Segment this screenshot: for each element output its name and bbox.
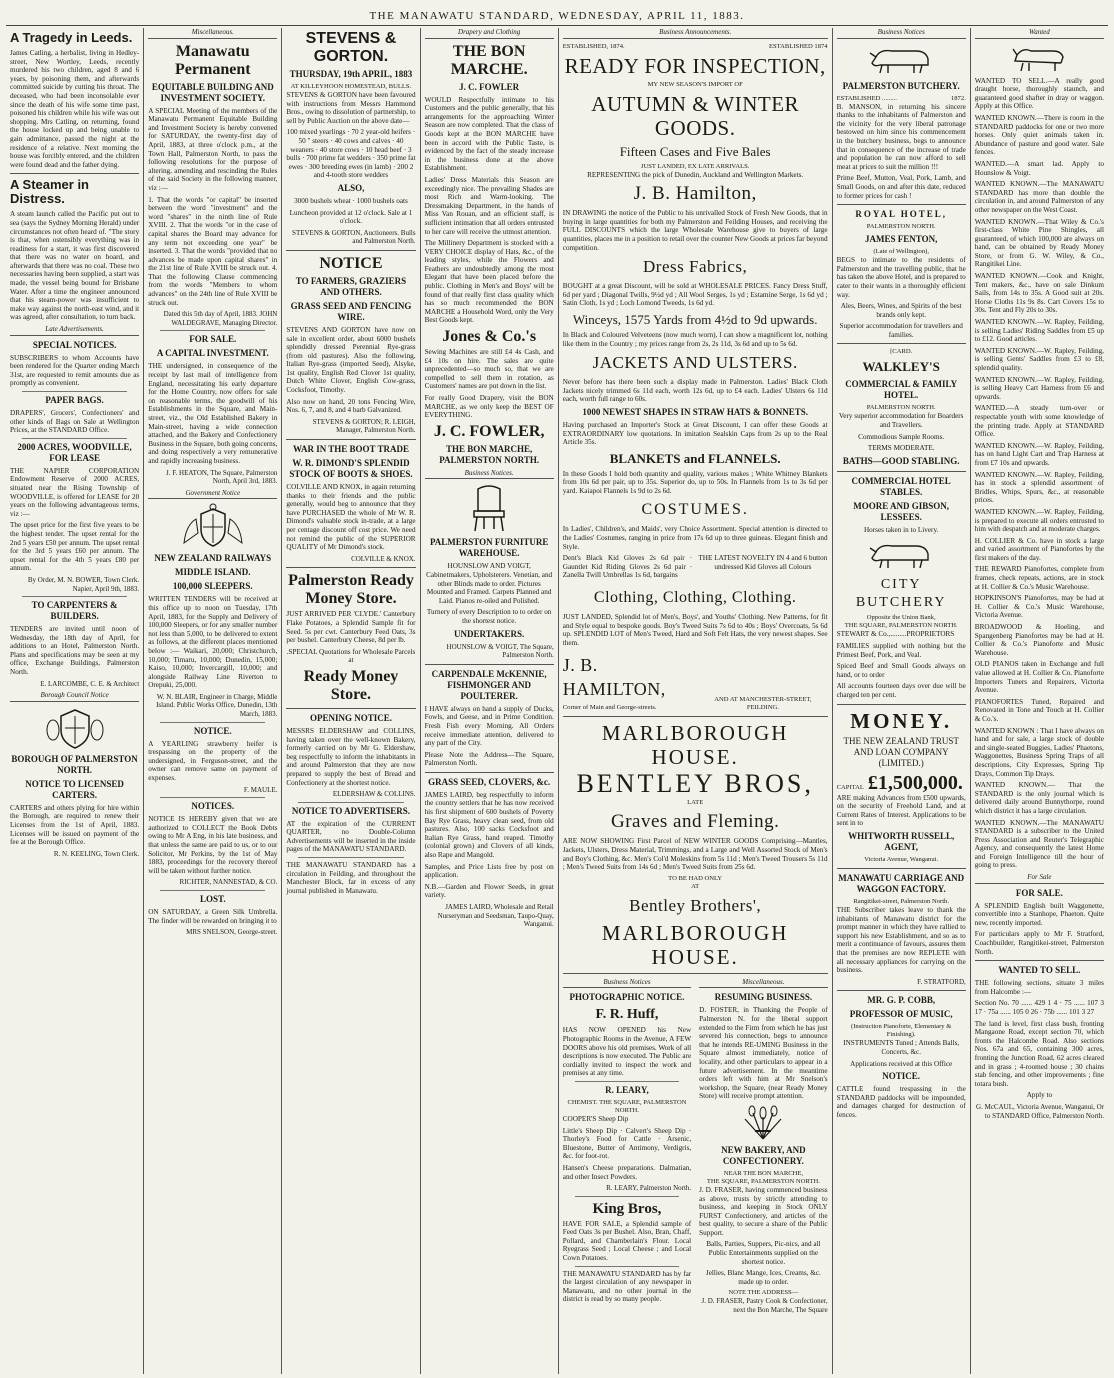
- butchery-title: PALMERSTON BUTCHERY.: [842, 80, 960, 91]
- grass-seed-title: GRASS SEED, CLOVERS, &c.: [428, 776, 551, 787]
- manawatu-text: A SPECIAL Meeting of the members of the Manawatu Permanent Equitable Building and Investment Society is hereby convened for SATURDAY, the twenty-first day of April, 1883, at three o'clock p.m., at the Town Hall, Palmerston North, to pass the following resolutions for the purpose of altering, amending and rescinding the Rules of the said Society in the following manner, viz :—: [148, 106, 278, 192]
- manawatu-title: Manawatu Permanent: [175, 42, 251, 78]
- bentley-title: BENTLEY BROS,: [576, 769, 814, 799]
- stevens-signature: STEVENS & GORTON, Auctioneers. Bulls and Palmerston North.: [292, 228, 416, 246]
- for-sale-title: FOR SALE.: [189, 334, 237, 345]
- for-sale-text: A SPLENDID English built Waggonette, convertible into a Stanhope, Phaeton. Quite new, recently imported.: [974, 901, 1104, 927]
- stevens-title: STEVENS & GORTON.: [305, 30, 397, 65]
- stock-list: 100 mixed yearlings · 70 2 year-old heifers · 50 " steers · 40 cows and calves · 40 weaners · 40 store cows · 10 head beef · 3 bulls · 700 prime fat wedders · 350 prime fat ewes · 300 breeding ewes (in lamb) · 200 2 and 4-tooth store wedders: [286, 128, 416, 180]
- paper-bags-title: PAPER BAGS.: [45, 395, 104, 405]
- cases-title: Fifteen Cases and Five Bales: [619, 143, 771, 159]
- wanted-2: WANTED KNOWN.—There is room in the STANDARD paddocks for one or two more horses. Only quiet animals taken in. Abundance of pasture and good water. Sale fences.: [974, 113, 1104, 157]
- borough-signature: R. N. KEELING, Town Clerk.: [53, 849, 140, 858]
- article-tragedy: James Catling, a herbalist, living in Hedley-street, New Wortley, Leeds, recently murdered his two children, aged 8 and 6 years, by poisoning them, and afterwards committed suicide by cutting his throat. The deceased, who had been inconsolable ever since the death of his wife some time past, poisoned his children while his wife was out shopping. Mrs Catling, on returning, found the house locked up and being unable to gain admittance, passed the night at the residence of a relative. Next morning the house was forcibly entered, and the children were found dead and the father dying.: [10, 49, 140, 169]
- walkleys-title: WALKLEY'S: [862, 359, 940, 375]
- bull-icon-2: [866, 538, 936, 572]
- bon-text-2: Ladies' Dress Materials this Season are exceedingly nice. The prevailing Shades are most Rich and Warm-looking. The Dressmaking Department, in the hands of Miss Van Rouan, and an efficient staff, is sufficient intimation that all orders entrusted to her care will receive the utmost attention.: [424, 175, 554, 236]
- column-2: [144, 28, 282, 1374]
- wanted-6: WANTED KNOWN.—Cook and Knight, Tent makers, &c., have on sale Dinkum Sails, from 14s to 35s. A Good suit at 20s. Horse Cloths 11s 9s 8s. Cart Covers 15s to 30s. Tent and Fly 20s to 30s.: [974, 272, 1104, 315]
- cheese-text: Hansen's Cheese preparations. Dalmatian, and other Insect Powders.: [562, 1163, 692, 1181]
- foster-text: D. FOSTER, in Thanking the People of Palmerston N. for the liberal support extended to the Firm from which he has just severed his connection, begs to announce that he intends RE-UMING Business in the Square almost immediately, notice of locality, and other particulars to appear in a future advertisement. In the meantime orders left with him at Mr Snelson's workshop, the Square, (near Ready Money Store) will receive prompt attention.: [699, 1006, 828, 1101]
- paper-bags-text: DRAPERS', Grocers', Confectioners' and other kinds of Bags on Sale at Wellington Prices, at the STANDARD Office.: [10, 409, 140, 435]
- undertakers-title: UNDERTAKERS.: [454, 628, 525, 639]
- borough-crest-icon: [45, 706, 105, 750]
- clothing-text: JUST LANDED, Splendid lot of Men's, Boys', and Youths' Clothing. New Patterns, for fit and Style equal to bespoke goods. Boy's Tweed Suits 7s 6d to 40s ; Boys' Overcoats, 5s 6d up. SPLENDID LOT of Men's Tweed, Hard and Soft Felt Hats, the very newest shapes. See them.: [562, 613, 828, 647]
- spiced-text: Spiced Beef and Small Goods always on hand, or to order: [836, 662, 966, 679]
- fortnight-text: All accounts fourteen days over due will be charged ten per cent.: [836, 682, 966, 699]
- nzr-sub: MIDDLE ISLAND.: [175, 567, 251, 578]
- huff-text: HAS NOW OPENED his New Photographic Rooms in the Avenue, A FEW DOORS above his old premises. Work of all descriptions is now executed. The Public are cordially invited to inspect the work and premises at any time.: [562, 1026, 692, 1078]
- butchery-year: 1872.: [950, 94, 966, 102]
- wanted-20: WANTED KNOWN : That I have always on hand and for sale, a large stock of double and single-seated Buggies, Ladies' Phaetons, Waggonettes, Business Spring Traps of all descriptions, City Expresses, Spring Tip Drays, Common Tip Drays.: [974, 726, 1104, 778]
- carpendale-note: Please Note the Address—The Square, Palmerston North.: [424, 750, 554, 768]
- jones-text: Sewing Machines are still £4 4s Cash, and £4 10s on hire. The sales are quite unprecedented—so much so, that we are compelled to sell them in rotation, as Customers' names are put down in the list.: [424, 348, 554, 391]
- section-wanted: Wanted: [975, 28, 1104, 39]
- wanted-19: PIANOFORTES Tuned, Repaired and Renovated in Tone and Touch at H. Collier & Co.'s.: [974, 697, 1104, 723]
- nzr-signature: W. N. BLAIR, Engineer in Charge, Middle Island. Public Works Office, Dunedin, 13th March, 1883.: [156, 692, 278, 719]
- notice-sub: TO FARMERS, GRAZIERS AND OTHERS.: [295, 275, 407, 297]
- carriage-text: THE Subscriber takes leave to thank the inhabitants of Manawatu district for the prompt manner in which they have rallied to support his new Establishment, and so as to merit a continuance of favours, assures them that the premises are now REPLETE with all necessary appliances for carrying on the business.: [836, 905, 966, 975]
- wanted-15: THE REWARD Pianofortes, complete from frames, check repeats, actions, are in stock at H. Collier & Co.'s Music Warehouse.: [974, 565, 1104, 591]
- also-text: 3000 bushels wheat · 1000 bushels oats: [294, 196, 408, 205]
- boot-signature: COLVILLE & KNOX.: [351, 554, 416, 563]
- headline-tragedy: A Tragedy in Leeds.: [10, 30, 133, 45]
- special-notices-title: SPECIAL NOTICES.: [32, 339, 117, 350]
- opening-title: OPENING NOTICE.: [309, 712, 392, 723]
- fenton-sub: (Late of Wellington),: [873, 248, 929, 256]
- capital-investment-title: A CAPITAL INVESTMENT.: [156, 348, 269, 359]
- wanted-17: BROADWOOD & Hoeling, and Spangenberg Pianofortes may be had at H. Collier & Co.'s Pianoforte and Music Warehouse.: [974, 623, 1104, 657]
- bon-footer: THE BON MARCHE, PALMERSTON NORTH.: [439, 443, 540, 465]
- wanted-21: WANTED KNOWN.— That the STANDARD is the only journal which is delivered daily around Bunnythorpe, round which district it has a large circulation.: [974, 781, 1104, 815]
- woodville-signature: By Order, M. N. BOWER, Town Clerk. Napier, April 9th, 1883.: [27, 575, 140, 593]
- leary-signature: R. LEARY, Palmerston North.: [606, 1184, 692, 1193]
- winceys-title: Winceys, 1575 Yards from 4½d to 9d upwards.: [572, 311, 818, 327]
- fraser-text: J. D. FRASER, having commenced business as above, trusts by strictly attending to business, and keeping in Stock ONLY FURST Confectionery, and articles of the best quality, to secure a share of the Public Support.: [699, 1185, 828, 1237]
- russell-name: WHITWORTH RUSSELL, AGENT,: [848, 830, 955, 852]
- shapes-title: 1000 NEWEST SHAPES IN STRAW HATS & BONNETS.: [582, 406, 808, 417]
- jackets-text: Never before has there been such a display made in Palmerston. Ladies' Black Cloth Jackets nicely trimmed 6s 11d each, worth 12s 6d, up to £4 each. Ladies' Ulsters 6s 11d each, worth full range to 60s.: [562, 378, 828, 404]
- capital-label: CAPITAL: [836, 783, 864, 791]
- section-business-notices: Business Notices.: [425, 469, 554, 480]
- wanted-3: WANTED.—A smart lad. Apply to Hounslow & Voigt.: [974, 159, 1104, 177]
- for-sale-apply: For particulars apply to Mr F. Stratford, Coachbuilder, Rangitikei-street, Palmerston North.: [974, 930, 1104, 956]
- section-misc-2: Miscellaneous.: [699, 978, 827, 989]
- hamilton-footer: J. B. HAMILTON,: [562, 655, 666, 700]
- jones-title: Jones & Co.'s: [442, 328, 537, 346]
- marlborough-footer: MARLBOROUGH HOUSE.: [601, 920, 789, 969]
- manson-text: B. MANSON, in returning his sincere thanks to the inhabitants of Palmerston and the vicinity for the very liberal patronage bestowed on him since his commencement in the butchery business, begs to announce that in consequence of the increase of trade and population he can now afford to sell meat at prices to suit the million !!!: [836, 102, 966, 171]
- fowler-big: J. C. FOWLER,: [433, 422, 545, 440]
- column-7: [699, 978, 827, 1318]
- stewart-line: STEWART & Co.,.........PROPRIETORS: [836, 630, 955, 639]
- heifer-text: A YEARLING strawberry heifer is trespassing on the property of the undersigned, in Ferguson-street, and the owner can remove same on payment of expenses.: [148, 739, 278, 783]
- trust-title: THE NEW ZEALAND TRUST AND LOAN CO'MPANY (LIMITED.): [843, 735, 959, 768]
- jackets-title: JACKETS AND ULSTERS.: [592, 353, 798, 373]
- wanted-12: WANTED KNOWN.—W. Rapley, Feilding, has in stock a splendid assortment of Bridles, Whips, Spurs, &c., at reasonable prices.: [974, 470, 1104, 505]
- hv-text: HOUNSLOW AND VOIGT, Cabinetmakers, Upholsterers. Venetian, and other Blinds made to order. Pictures Mounted and Framed. Carpets Planned and Laid. Pianos re-oiled and Polished.: [426, 562, 553, 605]
- hv-signature: HOUNSLOW & VOIGT, The Square, Palmerston North.: [446, 642, 554, 660]
- carriage-location: Rangitikei-street, Palmerston North.: [853, 897, 949, 905]
- sections-table: Section No. 70 ...... 429 1 4 · 75 ...... 107 3 17 · 75a ...... 105 0 26 · 75b ...... 101 3 27: [974, 999, 1104, 1016]
- walkleys-location: PALMERSTON NORTH.: [866, 404, 936, 412]
- laird-note-2: N.B.—Garden and Flower Seeds, in great variety.: [424, 882, 554, 900]
- bon-text: WOULD Respectfully intimate to his Customers and the public generally, that his arrangements for the approaching Winter Season are now completed. That the class of Goods kept at the BON MARCHE have been in accord with the Public Taste, is evidenced by the fact of the steady increase in the business done at the above Establishment.: [424, 95, 554, 173]
- city-location: THE SQUARE, PALMERSTON NORTH.: [844, 622, 958, 630]
- capital-investment-text: THE undersigned, in consequence of the receipt by last mail of intelligence from England, necessitating his early departure for the Home Country, now offers for sale on reasonable terms, the goodwill of his Establishments in the Square, and Main-street, viz., the Old Established Bakery in Main-street, having a wide connection attached, and the Bakery and Confectionery Business in the Square, both going concerns, and doing respectively a very remunerative and rapidly increasing business.: [148, 362, 278, 465]
- column-6: [563, 978, 691, 1318]
- column-9: [971, 28, 1108, 1374]
- furniture-chair-icon: [464, 483, 514, 533]
- balls-text: Balls, Parties, Suppers, Pic-nics, and all Public Entertainments supplied on the shortest notice.: [706, 1240, 821, 1266]
- section-miscellaneous: Miscellaneous.: [148, 28, 277, 39]
- columns: [6, 28, 1108, 1374]
- boot-title: W. R. DIMOND'S SPLENDID STOCK OF BOOTS & SHOES.: [289, 458, 413, 480]
- nzr-text: WRITTEN TENDERS will be received at this office up to noon on Tuesday, 17th April, 1883, for the Supply and Delivery of 100,000 Sleepers, or for any smaller number not less than 5,000, to be delivered to extent as follows, at the different places mentioned below :— Waikari, 20,000; Christchurch, 10,000; Timaru, 10,000; Dunedin, 15,000; Kaiso, 10,000; Invercargill, 10,000; and alongside Railway Line Riverton to Orepuki, 25,000.: [148, 595, 278, 690]
- grass-title: GRASS SEED AND FENCING WIRE.: [290, 300, 412, 322]
- horse-icon: [1009, 43, 1069, 73]
- woodville-title: 2000 ACRES, WOODVILLE, FOR LEASE: [17, 441, 132, 463]
- carriage-signature: F. STRATFORD,: [917, 977, 966, 986]
- carpenters-signature: E. LARCOMBE, C. E. & Architect: [40, 679, 140, 688]
- wanted-7: WANTED KNOWN.—W. Rapley, Feilding, is selling Ladies' Riding Saddles from £5 up to £12. Good articles.: [974, 318, 1104, 344]
- fenton-name: JAMES FENTON,: [865, 234, 938, 245]
- opening-signature: ELDERSHAW & COLLINS.: [332, 790, 416, 799]
- blankets-text: In these Goods I hold both quantity and quality, various makes ; White Whitney Blankets from 10s 6d per pair, up to 35s. Superior do, up to 50s. In Flannels from 1s to 3s 6d per yard. Kaiapoi Flannels 1s 9d to 2s 6d.: [562, 469, 828, 495]
- money-title: MONEY.: [850, 708, 953, 733]
- applications-text: Applications received at this Office: [850, 1059, 953, 1068]
- carriage-title: MANAWATU CARRIAGE AND WAGGON FACTORY.: [838, 872, 965, 894]
- bakery-title: NEW BAKERY, AND CONFECTIONERY.: [721, 1144, 806, 1166]
- grass-signature: STEVENS & GORTON; R. LEIGH, Manager, Palmerston North.: [312, 417, 416, 435]
- stevens-text: STEVENS & GORTON have been favoured with instructions from Messrs Hammond Bros., owing to dissolution of partnership, to sell by Public Auction on the above date—: [286, 91, 416, 125]
- blankets-title: BLANKETS and FLANNELS.: [609, 450, 781, 466]
- carpenters-title: TO CARPENTERS & BUILDERS.: [31, 600, 118, 622]
- resuming-title: RESUMING BUSINESS.: [714, 992, 813, 1003]
- seal-text: Having purchased an Importer's Stock at Great Discount, I can offer these Goods at EXTRAORDINARY low quotations. In imitation Sealskin Caps from 2s up to the Real Article 35s.: [562, 420, 828, 447]
- carpenters-text: TENDERS are invited until noon of Wednesday, the 18th day of April, for additions to an Hotel, Palmerston North. Plans and specifications may be seen at my office, Exchange Buildings, Palmerston North.: [10, 625, 140, 677]
- opening-text: MESSRS ELDERSHAW and COLLINS, having taken over the well-known Bakery, formerly carried on by Mr G. Eldershaw, beg respectfully to inform the inhabitants in and around Palmerston that they are now prepared to supply the best of Bread and Confectionery at the shortest notice.: [286, 726, 416, 787]
- pnr-text: JUST ARRIVED PER 'CLYDE.' Canterbury Flake Potatoes, a Splendid Sample fit for Seed. 5s per cwt. Canterbury Feed Oats, 3s per bushel. Canterbury Cheese, 8d per lb.: [286, 610, 416, 645]
- carpendale-title: CARPENDALE McKENNIE, FISHMONGER AND POULTERER.: [431, 668, 547, 701]
- hamilton-name: J. B. Hamilton,: [633, 183, 757, 205]
- wanted-9: WANTED KNOWN.—W. Rapley, Feilding, is selling Heavy Cart Harness from £6 and upwards.: [974, 375, 1104, 401]
- masthead: THE MANAWATU STANDARD, WEDNESDAY, APRIL 11, 1883.: [6, 8, 1108, 26]
- bon-text-3: The Millinery Department is stocked with a VERY CHOICE display of Hats, &c., of the leading styles, while the Flowers and Feathers are undoubtedly among the most Elegant that have been placed before the public. Clothing in Men's and Boys' will be found of that really first class quality which has so much recommended the BON MARCHE a Household Word, only the Very Best Goods kept.: [424, 239, 554, 325]
- section-borough: Borough Council Notice: [10, 691, 139, 702]
- novelty-text: THE LATEST NOVELTY IN 4 and 6 button undressed Kid Gloves all Colours: [698, 554, 828, 571]
- section-drapery: Drapery and Clothing: [425, 28, 554, 39]
- fowler-name: J. C. FOWLER: [459, 81, 520, 92]
- notice-title: NOTICE.: [193, 725, 232, 736]
- royal-coat-of-arms-icon: [178, 503, 248, 549]
- heifer-signature: F. MAULE.: [243, 785, 278, 794]
- king-text: HAVE FOR SALE, a Splendid sample of Feed Oats 3s per Bushel. Also, Bran, Chaff, Pollard, and Chamberlain's Flour. Local Ryegrass Seed ; Local Cheese ; and Local Cown Potatoes.: [562, 1219, 692, 1263]
- cooper-text: COOPER'S Sheep Dip: [562, 1114, 629, 1123]
- section-government: Government Notice: [148, 489, 277, 500]
- column-8: [833, 28, 971, 1374]
- laird-note: Samples, and Price Lists free by post on application.: [424, 862, 554, 880]
- prime-text: Prime Beef, Mutton, Veal, Pork, Lamb, and Small Goods, on and after this date, reduced to former prices for cash !: [836, 174, 966, 200]
- trust-text: ARE making Advances from £500 upwards, on the security of Freehold Land, and at Current Rates of Interest. Applications to be sent in to: [836, 793, 966, 828]
- wanted-13: WANTED KNOWN.—W. Rapley, Feilding, is prepared to execute all orders entrusted to him with despatch and at moderate charges.: [974, 507, 1104, 534]
- auction-date: THURSDAY, 19th APRIL, 1883: [289, 69, 413, 79]
- costumes-text: In Ladies', Children's, and Maids', very Choice Assortment. Special attention is directed to the Ladies' Costumes, ranging in price from 17s 6d up to three guineas. Elegant finish and Style.: [562, 525, 828, 551]
- wanted-to-sell-text-2: The land is level, first class bush, fronting Mangaone Road, except section 70, which fronts the Halcombe Road. Also sections Nos. 67a and 65, containing 300 acres, fronting the Junction Road, 62 acres cleared and in grass ; 4-roomed house ; 30 chains stab fencing, and other improvements ; fine totara bush.: [974, 1019, 1104, 1088]
- column-3: [282, 28, 420, 1374]
- graves-title: Graves and Fleming.: [611, 811, 780, 833]
- laird-signature: JAMES LAIRD, Wholesale and Retail Nurseryman and Seedsman, Taupo-Quay, Wanganui.: [437, 903, 554, 929]
- king-title: King Bros,: [592, 1200, 662, 1217]
- section-business-notices-3: Business Notices: [837, 28, 966, 39]
- woodville-text: THE NAPIER CORPORATION Endowment Reserve of 2000 ACRES, situated near the Rising Township of WOODVILLE, is offered for LEASE for 20 years on the following advantageous terms, viz :—: [10, 466, 140, 518]
- lost-signature: MRS SNELSON, George-street.: [186, 928, 278, 937]
- royal-hotel-location: PALMERSTON NORTH.: [866, 223, 936, 231]
- advertisers-title: NOTICE TO ADVERTISERS.: [291, 805, 411, 816]
- carpendale-text: I HAVE always on hand a supply of Ducks, Fowls, and Geese, and in Prime Condition. Fresh Fish every Morning. All Orders receive immediate attention, delivered to any part of the City.: [424, 704, 554, 748]
- column-5-6: [559, 28, 833, 1374]
- dress-title: Dress Fabrics,: [643, 257, 748, 277]
- section-business-notices-2: Business Notices: [563, 978, 691, 989]
- autumn-title: AUTUMN & WINTER GOODS.: [591, 91, 800, 140]
- butchery-established: ESTABLISHED .........: [836, 94, 897, 102]
- section-for-sale: For Sale: [975, 873, 1104, 884]
- baths-text: BATHS—GOOD STABLING.: [842, 455, 960, 466]
- ready-title: READY FOR INSPECTION,: [564, 53, 826, 78]
- cattle-text: CATTLE found trespassing in the STANDARD paddocks will be impounded, and damages charged for destruction of fences.: [836, 1085, 966, 1119]
- marlborough-title: MARLBOROUGH HOUSE.: [601, 721, 789, 770]
- capital-investment-signature: J. F. HEATON, The Square, Palmerston North, April 3rd, 1883.: [166, 468, 278, 486]
- dips-text: Little's Sheep Dip · Calvert's Sheep Dip · Thorley's Food for Cattle · Arsenic, Bluestone, Butter of Antimony, Verdigris, &c. for foot-rot.: [562, 1126, 692, 1161]
- grass-wire: Also now on hand, 20 tons Fencing Wire, Nos. 6, 7, and 8, and 4 barb Galvanized.: [286, 397, 416, 415]
- velvet-text: In Black and Coloured Velveteens (now much worn), I can show a magnificent lot, nothing like them in the Country ; my prices range from 2s, 2s 11d, 3s 6d and up to 5s 6d.: [562, 330, 828, 348]
- column-1: [6, 28, 144, 1374]
- pnr-quote: .SPECIAL Quotations for Wholesale Parcels at: [286, 647, 416, 665]
- wanted-14: H. COLLIER & Co. have in stock a large and varied assortment of Pianofortes by the first makers of the day.: [974, 536, 1104, 562]
- manawatu-signature: Dated this 5th day of April, 1883. JOHN WALDEGRAVE, Managing Director.: [163, 310, 278, 327]
- walkleys-text: Very superior accommodation for Boarders and Travellers.: [838, 412, 964, 430]
- huff-name: F. R. Huff,: [595, 1007, 659, 1023]
- wanted-1: WANTED TO SELL.—A really good draught horse, thoroughly staunch, and guaranteed good shafter in dray or waggon. Apply at this Office.: [974, 76, 1104, 111]
- commercial-stables-title: COMMERCIAL HOTEL STABLES.: [851, 475, 951, 497]
- moore-gibson: MOORE AND GIBSON, LESSEES.: [853, 500, 950, 522]
- column-4: [421, 28, 559, 1374]
- woodville-terms: The upset price for the first five years to be the highest tender. The upset rental for the 2nd 5 years £50 per annum. The upset rental for the 3rd 5 years £60 per annum. The upset rental for the 4th 5 years £80 per annum.: [10, 521, 140, 573]
- manchester-text: AND AT MANCHESTER-STREET, FEILDING.: [714, 696, 812, 712]
- advertisers-text: AT the expiration of the CURRENT QUARTER, no Double-Column Advertisements will be inserted in the inside pages of the MANAWATU STANDARD.: [286, 819, 416, 854]
- landed-text: JUST LANDED, EX LATE ARRIVALS.: [640, 162, 750, 170]
- headline-steamer: A Steamer in Distress.: [10, 177, 89, 207]
- wanted-10: WANTED.—A steady turn-over or respectable youth with some knowledge of the printing trade. Apply at STANDARD Office.: [974, 404, 1104, 439]
- russell-location: Victoria Avenue, Wanganui.: [864, 855, 939, 863]
- jellies-text: Jellies, Blanc Mange, Ices, Creams, &c. made up to order.: [705, 1269, 821, 1286]
- clothing-title: Clothing, Clothing, Clothing.: [593, 589, 797, 607]
- wanted-to-sell-apply: Apply to: [1026, 1091, 1053, 1100]
- royal-hotel-title: ROYAL HOTEL,: [855, 209, 948, 220]
- circulation-text: THE MANAWATU STANDARD has a circulation in Feilding, and throughout the Manchester Block, far in excess of any journal published in Manawatu.: [286, 861, 416, 895]
- wanted-18: OLD PIANOS taken in Exchange and full value allowed at H. Collier & Co. Pianoforte Importers Tuners and Repairers, Victoria Avenue.: [974, 660, 1104, 695]
- city-butchery-title: CITY BUTCHERY: [855, 577, 947, 611]
- turnery-text: Turnery of every Description to to order on the shortest notice.: [426, 608, 552, 625]
- bull-icon: [866, 43, 936, 77]
- bentley-text: ARE NOW SHOWING First Parcel of NEW WINTER GOODS Comprising—Mantles, Jackets, Ulsters, Dress Material, Trimmings, and a Large and Well Assorted Stock of Men's and Boy's Clothing, &c. Men's Col'd Moleskins from 5s 11d ; Men's Tweed Trousers 5s 11d ; Men's Tweed Suits from 14s 6d ; Men's Tweed Suits from 25s 6d.: [562, 837, 828, 872]
- late-text: LATE: [687, 799, 704, 807]
- borough-title: BOROUGH OF PALMERSTON NORTH.: [11, 753, 138, 775]
- ales-text: Ales, Beers, Wines, and Spirits of the best brands only kept.: [840, 302, 962, 319]
- wanted-22: WANTED KNOWN.—The MANAWATU STANDARD is a subscriber to the United Press Association and Reuter's Telegraphic Agency, and consequently the latest Home and Foreign Intelligence till the hour of going to press.: [974, 818, 1104, 870]
- dress-text: BOUGHT at a great Discount, will be sold at WHOLESALE PRICES. Fancy Dress Stuff, 6d per yard ; Diagonal Twills, 9½d yd ; All Wool Serges, 1s yd ; Estamine Serge, 1s 6d yd ; Satin Cloth, 1s yd ; Loch Lomond Tweeds, 1s 6d yd.: [562, 282, 828, 308]
- notices-signature: RICHTER, NANNESTAD, & CO.: [179, 878, 278, 887]
- wanted-11: WANTED KNOWN.—W. Rapley, Feilding, has on hand Light Cart and Trap Harness at from £7 10s and upwards.: [974, 441, 1104, 467]
- address-note: NOTE THE ADDRESS—: [728, 1289, 799, 1297]
- pnr-title: Palmerston Ready Money Store.: [288, 572, 414, 608]
- manawatu-items: 1. That the words "or capital" be inserted between the word "investment" and the word "shares" in the ninth line of Rule XVIII. 2. That the words "or in the case of capital shares the Board may advance for any term not exceeding one year" be inserted. 3. That the words "provided that no advances be made upon capital shares" in the 21st line of Rule XVIII be struck out. 4. That the following Clause commencing from the words "Members to whom advances" on the 24th line of Rule XVIII be struck out.: [148, 195, 278, 307]
- divider: [10, 173, 139, 174]
- notices-text: NOTICE IS HEREBY given that we are authorized to COLLECT the Book Debts owing to Mr A Eng, in his late business, and that unless the same are paid to us, or to our Solicitor, Mr Perkins, by the 1st of May 1883, proceedings for the recovery thereof will be taken without further notice.: [148, 815, 278, 875]
- wanted-4: WANTED KNOWN.—The MANAWATU STANDARD has more than double the circulation in, and around Palmerston of any other newspaper on the West Coast.: [974, 180, 1104, 214]
- bakery-location: NEAR THE BON MARCHE,: [723, 1169, 804, 1177]
- boot-head: WAR IN THE BOOT TRADE: [292, 444, 409, 455]
- pnr-footer: Ready Money Store.: [303, 667, 399, 703]
- section-business-announcements: Business Announcements.: [563, 28, 828, 39]
- horses-text: Horses taken in to Livery.: [863, 525, 939, 534]
- capital-amount: £1,500,000.: [867, 771, 963, 794]
- nzr-title: NEW ZEALAND RAILWAYS: [154, 553, 272, 564]
- bon-marche-title: THE BON MARCHE.: [450, 42, 528, 78]
- borough-sub: NOTICE TO LICENSED CARTERS.: [25, 778, 124, 800]
- hamilton-text: IN DRAWING the notice of the Public to his unrivalled Stock of Fresh New Goods, that in buying in large quantities for both my Palmerston and Feilding Houses, and receiving the FULL DISCOUNTS which the large Wholesale Warehouse give to buyers of large quantities, places me in a position to retail over the counter New Goods at prices far beyond competition.: [562, 209, 828, 252]
- auction-location: AT KILLEYHOON HOMESTEAD, BULLS.: [290, 83, 412, 90]
- stewart-text: FAMILIES supplied with nothing but the Primest Beef, Pork, and Veal.: [836, 642, 966, 659]
- article-steamer: A steam launch called the Pacific put out to sea (says the Sydney Morning Herald) under circumstances not often heard of. "The story is that, when ostensibly everything was in readiness for a start, it was first discovered that there was no water on board, and afterwards that there was no coal. These two necessaries having been supplied, a start was made, the vessel being bound for Brisbane Water. After a time the engineer announced that his steam-power was insufficient to make way against the north-east wind, and it was agreed, after consultation, to turn back.: [10, 210, 140, 322]
- luncheon: Luncheon provided at 12 o'clock. Sale at 1 o'clock.: [289, 208, 413, 226]
- boot-text: COLVILLE AND KNOX, in again returning thanks to their friends and the public generally, would beg to announce that they have PURCHASED the whole of Mr W. R. Dimond's valuable stock in-trade, at a large per centage discount off cost price. We need not remind the public of the SUPERIOR QUALITY of Mr Dimond's stock.: [286, 483, 416, 552]
- subscribers-notice: SUBSCRIBERS to whom Accounts have been rendered for the Quarter ending March 31st, are requested to remit amounts due as promptly as convenient.: [10, 353, 140, 388]
- established-left: ESTABLISHED, 1874.: [562, 42, 625, 50]
- fenton-text: BEGS to intimate to the residents of Palmerston and the travelling public, that he has taken the above Hotel, and is prepared to cater to their wants in a thoroughly efficient way.: [836, 256, 966, 299]
- leary-name: R. LEARY,: [605, 1084, 649, 1095]
- cobb-name: MR. G. P. COBB,: [867, 995, 936, 1006]
- for-sale-title-2: FOR SALE.: [1015, 887, 1063, 898]
- ready-sub: MY NEW SEASON'S IMPORT OF: [647, 80, 743, 88]
- wanted-5: WANTED KNOWN.—That Wiley & Co.'s first-class White Pine Shingles, all guaranteed, of which 100,000 are always on hand, can be obtained by Ready Money Store, or from G. W. Wiley, & Co., Rangitikei Line.: [974, 217, 1104, 269]
- photo-title: PHOTOGRAPHIC NOTICE.: [569, 992, 685, 1003]
- professor-title: PROFESSOR OF MUSIC,: [849, 1009, 953, 1020]
- notices-title: NOTICES.: [191, 801, 235, 812]
- fraser-signature: J. D. FRASER, Pastry Cook & Confectioner, next the Bon Marche, The Square: [701, 1297, 828, 1315]
- bentley-at: AT: [691, 882, 700, 890]
- terms-text: TERMS MODERATE.: [867, 444, 935, 453]
- family-text: For really Good Drapery, visit the BON MARCHE, as we only keep the BEST OF EVERYTHING.: [424, 394, 554, 420]
- bentley-brothers: Bentley Brothers',: [629, 895, 762, 915]
- pfw-title: PALMERSTON FURNITURE WAREHOUSE.: [429, 537, 549, 559]
- wanted-16: HOPKINSON'S Pianofortes, may be had at H. Collier & Co.'s Music Warehouse, Victoria Avenue.: [974, 594, 1104, 620]
- notice-title-2: NOTICE.: [882, 1071, 921, 1082]
- walkleys-sub: COMMERCIAL & FAMILY HOTEL.: [845, 379, 958, 401]
- representing-text: REPRESENTING the pick of Dunedin, Auckland and Wellington Markets.: [587, 170, 804, 179]
- grass-text: STEVENS AND GORTON have now on sale in excellent order, about 6000 bushels splendidly dressed Perennial Rye-grass (from old pastures). Also the following, Italian Rye-grass (imported Seed), Alsyke, 1st quality, English Red Clover 1st quality, Dutch White Clover, English Cow-grass, Cocksfoot, Timothy.: [286, 325, 416, 395]
- accommodation-text: Superior accommodation for travellers and families.: [839, 322, 963, 339]
- wanted-to-sell-signature: G. McCAUL, Victoria Avenue, Wanganui, Or to STANDARD Office, Palmerston North.: [976, 1102, 1104, 1120]
- wanted-to-sell-text: THE following sections, situate 3 miles from Halcombe :—: [974, 979, 1104, 996]
- gloves-text: Dent's Black Kid Gloves 2s 6d pair · Gauntlet Kid Riding Gloves 2s 6d pair · Zanella Twill Umbrellas 1s 6d, bargains: [562, 554, 693, 580]
- borough-text: CARTERS and others plying for hire within the Borough, are required to renew their Licenses from the 1st of April, 1883. Licenses will be issued on payment of the fee at the Borough Office.: [10, 803, 140, 847]
- costumes-title: COSTUMES.: [641, 501, 749, 519]
- card-label: [CARD.: [890, 348, 913, 356]
- city-sub: Opposite the Union Bank,: [866, 614, 936, 622]
- lost-title: LOST.: [199, 893, 226, 904]
- instruments-text: INSTRUMENTS Tuned ; Attends Balls, Concerts, &c.: [843, 1039, 960, 1056]
- established-right: ESTABLISHED 1874: [768, 42, 828, 50]
- laird-text: JAMES LAIRD, beg respectfully to inform the country settlers that he has now received his first shipment of 600 bushels of Poverty Bay Rye Grass, heavy clean seed, from old pastures. Also, 100 sacks Cocksfoot and Italian Rye Grass, hand reaped. Timothy (colonial grown) and Clovers of all kinds, also Rape and Mangold.: [424, 790, 554, 860]
- leary-sub: CHEMIST. THE SQUARE, PALMERSTON NORTH.: [567, 1098, 687, 1114]
- wanted-8: WANTED KNOWN.—W. Rapley, Feilding, is selling Gents' Saddles from £3 to £8, splendid quality.: [974, 346, 1104, 372]
- also-title: ALSO,: [337, 182, 365, 193]
- nzr-sub2: 100,000 SLEEPERS.: [172, 581, 253, 592]
- lost-text: ON SATURDAY, a Green Silk Umbrella. The finder will be rewarded on bringing it to: [148, 907, 278, 925]
- corner-text: Corner of Main and George-streets.: [562, 704, 657, 712]
- notice-title: NOTICE: [319, 254, 383, 272]
- bentley-order: TO BE HAD ONLY: [668, 874, 723, 882]
- professor-sub: (Instruction Pianoforte, Elementary & Finishing).: [851, 1023, 952, 1039]
- sample-rooms: Commodious Sample Rooms.: [858, 432, 945, 441]
- section-late-ads: Late Advertisements.: [10, 325, 139, 336]
- standard-text: THE MANAWATU STANDARD has by far the largest circulation of any newspaper in Manawatu, and no other journal in the district is read by so many people.: [562, 1269, 692, 1304]
- manawatu-sub: EQUITABLE BUILDING AND INVESTMENT SOCIETY.: [151, 81, 274, 103]
- wanted-to-sell-title: WANTED TO SELL.: [998, 965, 1081, 976]
- wheat-sheaf-icon: [735, 1105, 791, 1141]
- bakery-square: THE SQUARE, PALMERSTON NORTH.: [706, 1177, 820, 1185]
